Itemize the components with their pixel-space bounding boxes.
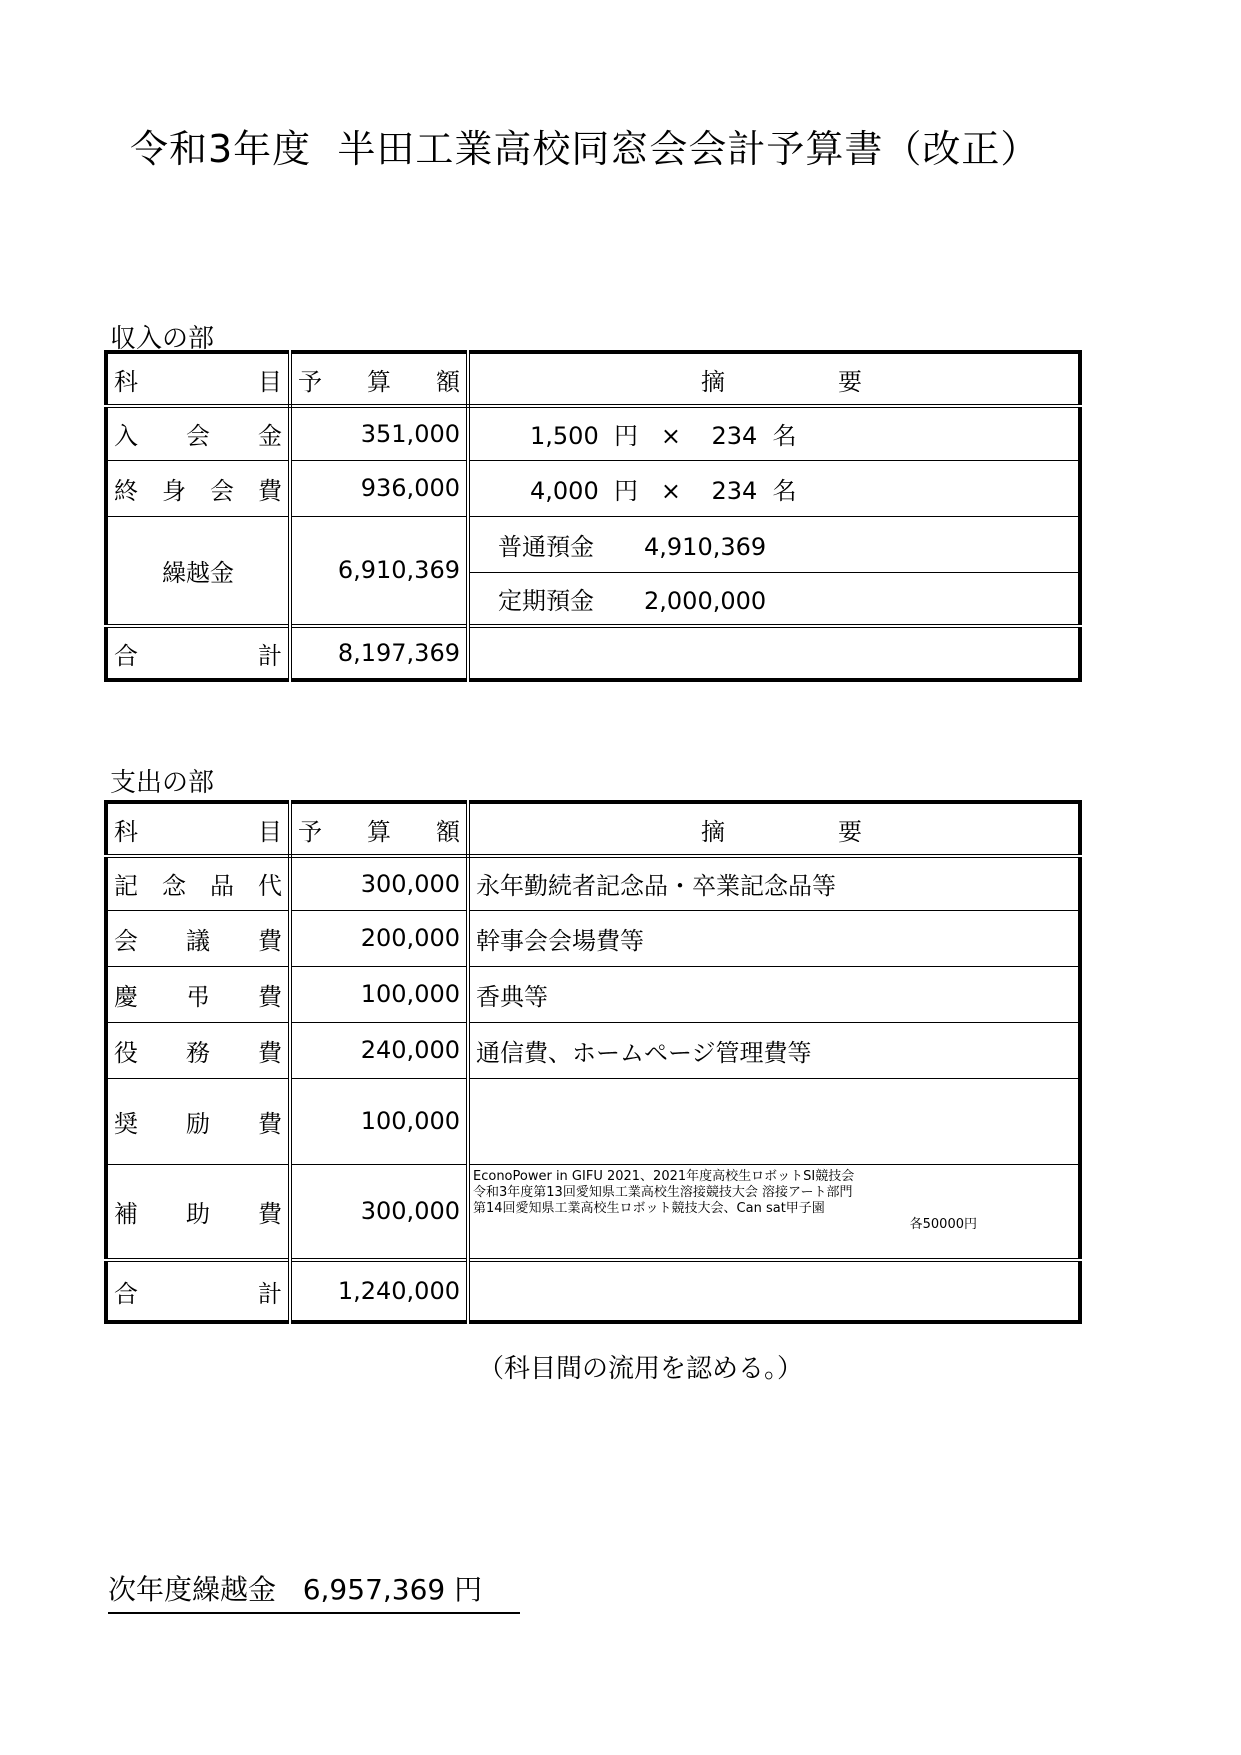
amount-cell: 936,000 — [290, 460, 468, 516]
expense-header-row — [106, 802, 1080, 856]
next-year-carryover — [108, 1568, 520, 1614]
item-label: 役 務 費 — [114, 1038, 282, 1067]
amount-cell: 100,000 — [290, 1078, 468, 1164]
note-cell — [468, 1260, 1080, 1322]
note-cell — [468, 1078, 1080, 1164]
header-note: 摘 要 — [468, 802, 1080, 856]
income-section-label: 収入の部 — [110, 324, 215, 354]
header-amount: 予 算 額 — [290, 802, 468, 856]
item-label: 奨 励 費 — [114, 1109, 282, 1138]
carryover-label: 次年度繰越金 — [108, 1573, 277, 1606]
total-amount: 8,197,369 — [290, 626, 468, 680]
header-item: 科 目 — [106, 352, 290, 406]
expense-row-encouragement — [106, 1078, 1080, 1164]
income-row-carryover — [106, 516, 1080, 572]
income-row-admission — [106, 406, 1080, 460]
item-label: 合 計 — [114, 1279, 282, 1308]
note-cell: 永年勤続者記念品・卒業記念品等 — [468, 856, 1080, 910]
amount-cell: 300,000 — [290, 1164, 468, 1260]
note-cell-fixed-deposit: 定期預金 2,000,000 — [468, 572, 1080, 626]
note-cell-subsidy — [468, 1164, 1080, 1260]
item-label: 終 身 会 費 — [114, 476, 282, 505]
expense-row-subsidy — [106, 1164, 1080, 1260]
subsidy-note-line: 令和3年度第13回愛知県工業高校生溶接競技大会 溶接アート部門 — [473, 1184, 853, 1200]
amount-cell: 6,910,369 — [290, 516, 468, 626]
expense-section-label: 支出の部 — [110, 768, 215, 798]
header-item: 科 目 — [106, 802, 290, 856]
income-total-row — [106, 626, 1080, 680]
note-cell: 1,500 円 × 234 名 — [468, 406, 1080, 460]
item-label: 合 計 — [114, 641, 282, 670]
item-label: 繰越金 — [106, 516, 290, 626]
expense-row-services — [106, 1022, 1080, 1078]
subsidy-note-line: 第14回愛知県工業高校生ロボット競技大会、Can sat甲子園 — [473, 1200, 825, 1216]
note-cell: 香典等 — [468, 966, 1080, 1022]
note-cell: 幹事会会場費等 — [468, 910, 1080, 966]
note-cell: 通信費、ホームページ管理費等 — [468, 1022, 1080, 1078]
expense-row-condolence — [106, 966, 1080, 1022]
expense-row-meeting — [106, 910, 1080, 966]
amount-cell: 240,000 — [290, 1022, 468, 1078]
item-label: 会 議 費 — [114, 926, 282, 955]
carryover-unit: 円 — [454, 1573, 483, 1606]
subsidy-note-line: EconoPower in GIFU 2021、2021年度高校生ロボットSI競技会 — [473, 1168, 855, 1184]
subsidy-each-amount: 各50000円 — [909, 1216, 977, 1232]
carryover-amount: 6,957,369 — [302, 1573, 446, 1606]
header-note: 摘 要 — [468, 352, 1080, 406]
document-title: 令和3年度 半田工業高校同窓会会計予算書（改正） — [130, 127, 1040, 171]
expense-table — [104, 800, 1082, 1324]
item-label: 記 念 品 代 — [114, 872, 282, 901]
amount-cell: 300,000 — [290, 856, 468, 910]
note-cell: 4,000 円 × 234 名 — [468, 460, 1080, 516]
amount-cell: 200,000 — [290, 910, 468, 966]
expense-row-commemorative — [106, 856, 1080, 910]
amount-cell: 100,000 — [290, 966, 468, 1022]
income-table — [104, 350, 1082, 682]
header-amount: 予 算 額 — [290, 352, 468, 406]
item-label: 慶 弔 費 — [114, 982, 282, 1011]
income-row-lifetime-fee — [106, 460, 1080, 516]
total-amount: 1,240,000 — [290, 1260, 468, 1322]
note-cell-savings: 普通預金 4,910,369 — [468, 516, 1080, 572]
expense-total-row — [106, 1260, 1080, 1322]
income-header-row — [106, 352, 1080, 406]
note-cell — [468, 626, 1080, 680]
amount-cell: 351,000 — [290, 406, 468, 460]
item-label: 補 助 費 — [114, 1199, 282, 1228]
transfer-note: （科目間の流用を認める。） — [478, 1354, 804, 1384]
item-label: 入 会 金 — [114, 422, 282, 451]
